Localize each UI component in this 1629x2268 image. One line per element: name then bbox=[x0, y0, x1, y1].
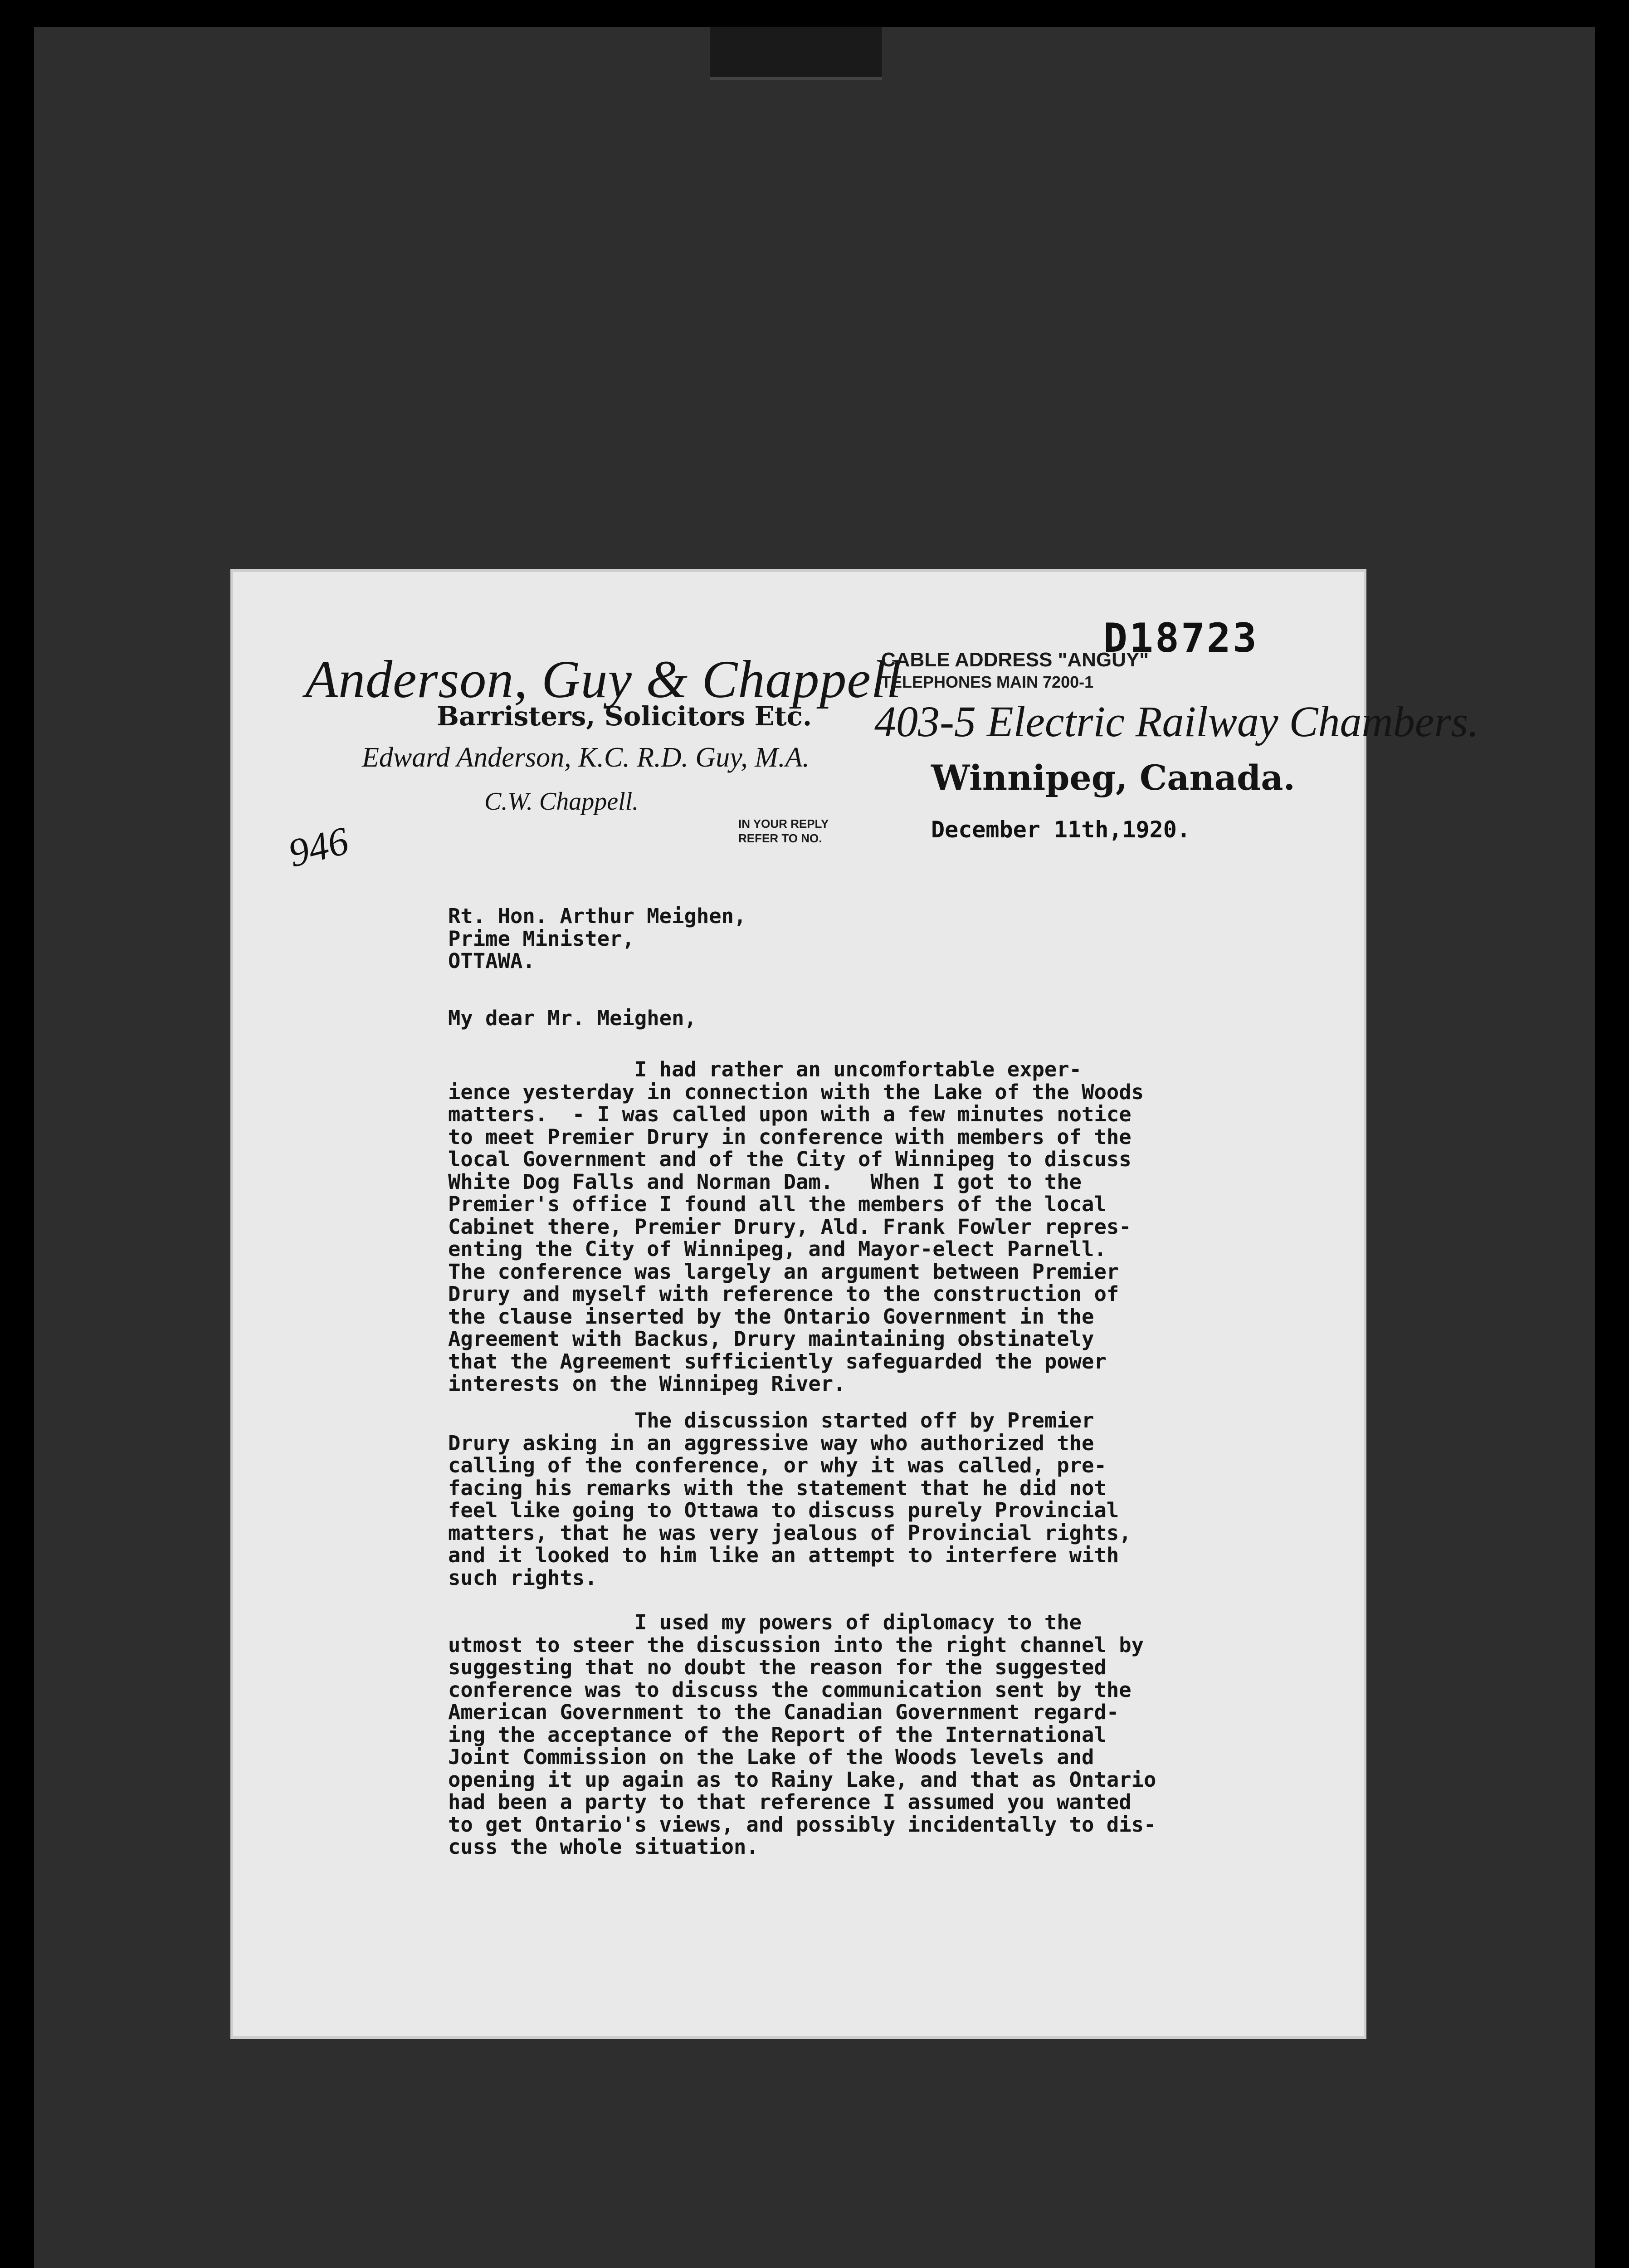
firm-partner-chappell: C.W. Chappell. bbox=[484, 787, 639, 816]
letter-date: December 11th,1920. bbox=[931, 816, 1190, 843]
cable-address: CABLE ADDRESS "ANGUY" bbox=[881, 649, 1149, 671]
letter-sheet bbox=[230, 569, 1479, 2039]
reply-note-line-1: IN YOUR REPLY bbox=[738, 817, 829, 831]
recipient-address: Rt. Hon. Arthur Meighen, Prime Minister, OTTAWA. bbox=[448, 904, 746, 973]
firm-profession: Barristers, Solicitors Etc. bbox=[437, 701, 812, 732]
body-paragraph-2: The discussion started off by Premier Drury asking in an aggressive way who authorized the calling of the conference, or why it was called, pre- facing his remarks with the statement that he did not feel like going to Ottawa to discuss purely Provincial matters, that he was very jealous of Provincial rights, and it looked to him like an attempt to interfere with such rights. bbox=[448, 1408, 1132, 1590]
binder-tab bbox=[710, 27, 882, 80]
firm-city: Winnipeg, Canada. bbox=[931, 758, 1295, 798]
reply-reference-note bbox=[738, 816, 829, 846]
salutation: My dear Mr. Meighen, bbox=[448, 1006, 697, 1030]
reply-note-line-2: REFER TO NO. bbox=[738, 831, 822, 845]
handwritten-margin-note: 946 bbox=[284, 819, 353, 876]
firm-name: Anderson, Guy & Chappell bbox=[305, 650, 902, 709]
firm-partners: Edward Anderson, K.C. R.D. Guy, M.A. bbox=[362, 742, 810, 773]
body-paragraph-3: I used my powers of diplomacy to the utmost to steer the discussion into the right channel by suggesting that no doubt the reason for the suggested conference was to discuss the communication sent by the American Government to the Canadian Government regard- ing the acceptance of the Report of the International Joint Commission on the Lake of the Woods levels and opening it up again as to Rainy Lake, and that as Ontario had been a party to that reference I assumed you wanted to get Ontario's views, and possibly incidentally to dis- cuss the whole situation. bbox=[448, 1610, 1156, 1859]
firm-address: 403-5 Electric Railway Chambers. bbox=[874, 697, 1479, 746]
document-number-stamp: D18723 bbox=[1103, 615, 1258, 661]
telephone-numbers: TELEPHONES MAIN 7200-1 bbox=[881, 673, 1094, 691]
body-paragraph-1: I had rather an uncomfortable exper- ience yesterday in connection with the Lake of the Woods matters. - I was called upon with a few minutes notice to meet Premier Drury in conference with members of the local Government and of the City of Winnipeg to discuss White Dog Falls and Norman Dam. When I got to the Premier's office I found all the members of the local Cabinet there, Premier Drury, Ald. Frank Fowler repres- enting the City of Winnipeg, and Mayor-elect Parnell. The conference was largely an argument between Premier Drury and myself with reference to the construction of the clause inserted by the Ontario Government in the Agreement with Backus, Drury maintaining obstinately that the Agreement sufficiently safeguarded the power interests on the Winnipeg River. bbox=[448, 1057, 1144, 1396]
